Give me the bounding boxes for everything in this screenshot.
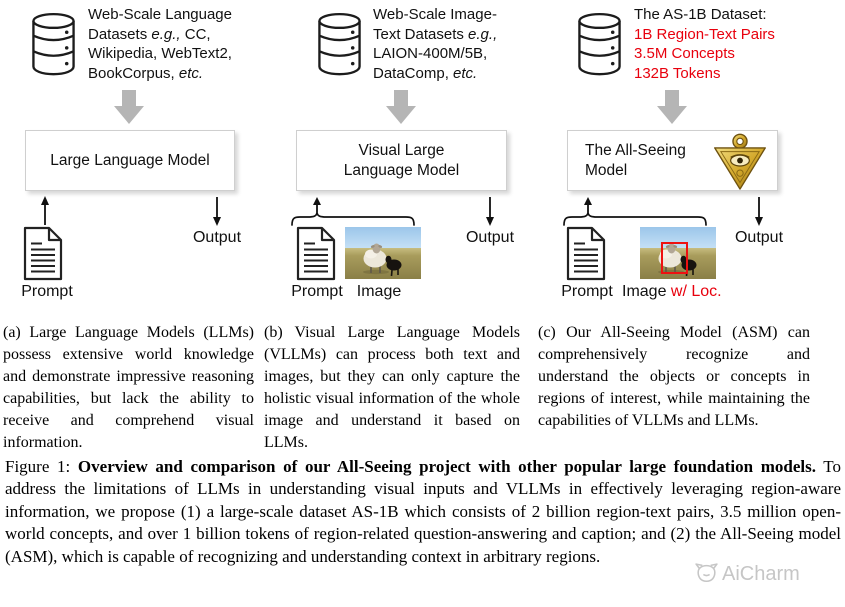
arrow-down-icon: [753, 196, 765, 226]
dataset-line: Text Datasets e.g.,: [373, 25, 498, 43]
watermark: [694, 562, 800, 587]
dataset-stat-line: 1B Region-Text Pairs: [634, 25, 775, 43]
image-label: Image: [356, 283, 402, 300]
dataset-line: Datasets e.g., CC,: [88, 25, 211, 43]
aicharm-logo-icon: [694, 562, 719, 587]
document-icon: [565, 226, 607, 281]
figure-caption-bold: Overview and comparison of our All-Seeing project with other popular large foundation models.: [77, 457, 816, 476]
dataset-line: Web-Scale Image-: [373, 6, 497, 23]
asm-box: [567, 130, 778, 191]
red-region-box: [661, 242, 688, 274]
dataset-line: DataComp, etc.: [373, 64, 478, 82]
watermark-label: AiCharm: [722, 563, 800, 585]
dataset-description-b: [373, 5, 548, 83]
prompt-label: Prompt: [291, 283, 343, 300]
dataset-description-a: [88, 5, 263, 83]
figure-caption: [5, 456, 841, 568]
millennium-puzzle-icon: [712, 132, 768, 190]
w-loc-label: w/ Loc.: [670, 283, 722, 300]
curly-brace-icon: [291, 197, 415, 226]
block-arrow-down-icon: [114, 90, 144, 124]
dataset-line: LAION-400M/5B,: [373, 45, 488, 62]
dataset-line: The AS-1B Dataset:: [634, 6, 767, 23]
output-label: Output: [465, 229, 515, 246]
dataset-stat-line: 3.5M Concepts: [634, 45, 735, 62]
asm-box-label: The All-Seeing Model: [585, 141, 686, 179]
document-icon: [22, 226, 64, 281]
curly-brace-icon: [563, 197, 707, 226]
sheep-photo-thumbnail: [345, 227, 421, 279]
block-arrow-down-icon: [386, 90, 416, 124]
document-icon: [295, 226, 337, 281]
output-label: Output: [192, 229, 242, 246]
database-icon: [576, 11, 623, 77]
arrow-down-icon: [484, 196, 496, 226]
llm-box-label: Large Language Model: [50, 151, 210, 169]
database-icon: [316, 11, 363, 77]
arrow-down-icon: [211, 196, 223, 226]
vllm-box: [296, 130, 507, 191]
figure-caption-body: To address the limitations of LLMs in understanding visual inputs and VLLMs in effectively leveraging region-aware information, we propose (1) a large-scale dataset AS-1B which consists of 2 billion region-text pairs, 3.5 million open-world concepts, and over 1 billion tokens of region-related question-answering and caption; and (2) the All-Seeing model (ASM), which is capable of recognizing and understanding context in arbitrary regions.: [5, 457, 841, 566]
output-label: Output: [734, 229, 784, 246]
block-arrow-down-icon: [657, 90, 687, 124]
prompt-label: Prompt: [561, 283, 613, 300]
llm-box: [25, 130, 235, 191]
dataset-stat-line: 132B Tokens: [634, 64, 721, 82]
caption-a: (a) Large Language Models (LLMs) possess extensive world knowledge and demonstrate impressive reasoning capabilities, but lack the ability to receive and comprehend visual information.: [3, 324, 254, 451]
caption-c: (c) Our All-Seeing Model (ASM) can comprehensively recognize and understand the objects or concepts in regions of interest, while maintaining the capabilities of VLLMs and LLMs.: [538, 324, 810, 429]
dataset-description-c: [634, 5, 819, 83]
figure-caption-prefix: Figure 1:: [5, 457, 78, 476]
vllm-box-label: Visual Large Language Model: [343, 141, 460, 179]
prompt-label: Prompt: [21, 283, 73, 300]
dataset-line: Wikipedia, WebText2,: [88, 45, 232, 62]
dataset-line: BookCorpus, etc.: [88, 64, 204, 82]
image-with-loc-label: Image w/ Loc.: [622, 283, 722, 300]
dataset-line: Web-Scale Language: [88, 6, 232, 23]
sheep-photo-with-region-thumbnail: [640, 227, 716, 279]
arrow-up-icon: [39, 196, 51, 226]
database-icon: [30, 11, 77, 77]
caption-b: (b) Visual Large Language Models (VLLMs) can process both text and images, but they can only capture the holistic visual information of the whole image and understand it based on LLMs.: [264, 324, 520, 451]
